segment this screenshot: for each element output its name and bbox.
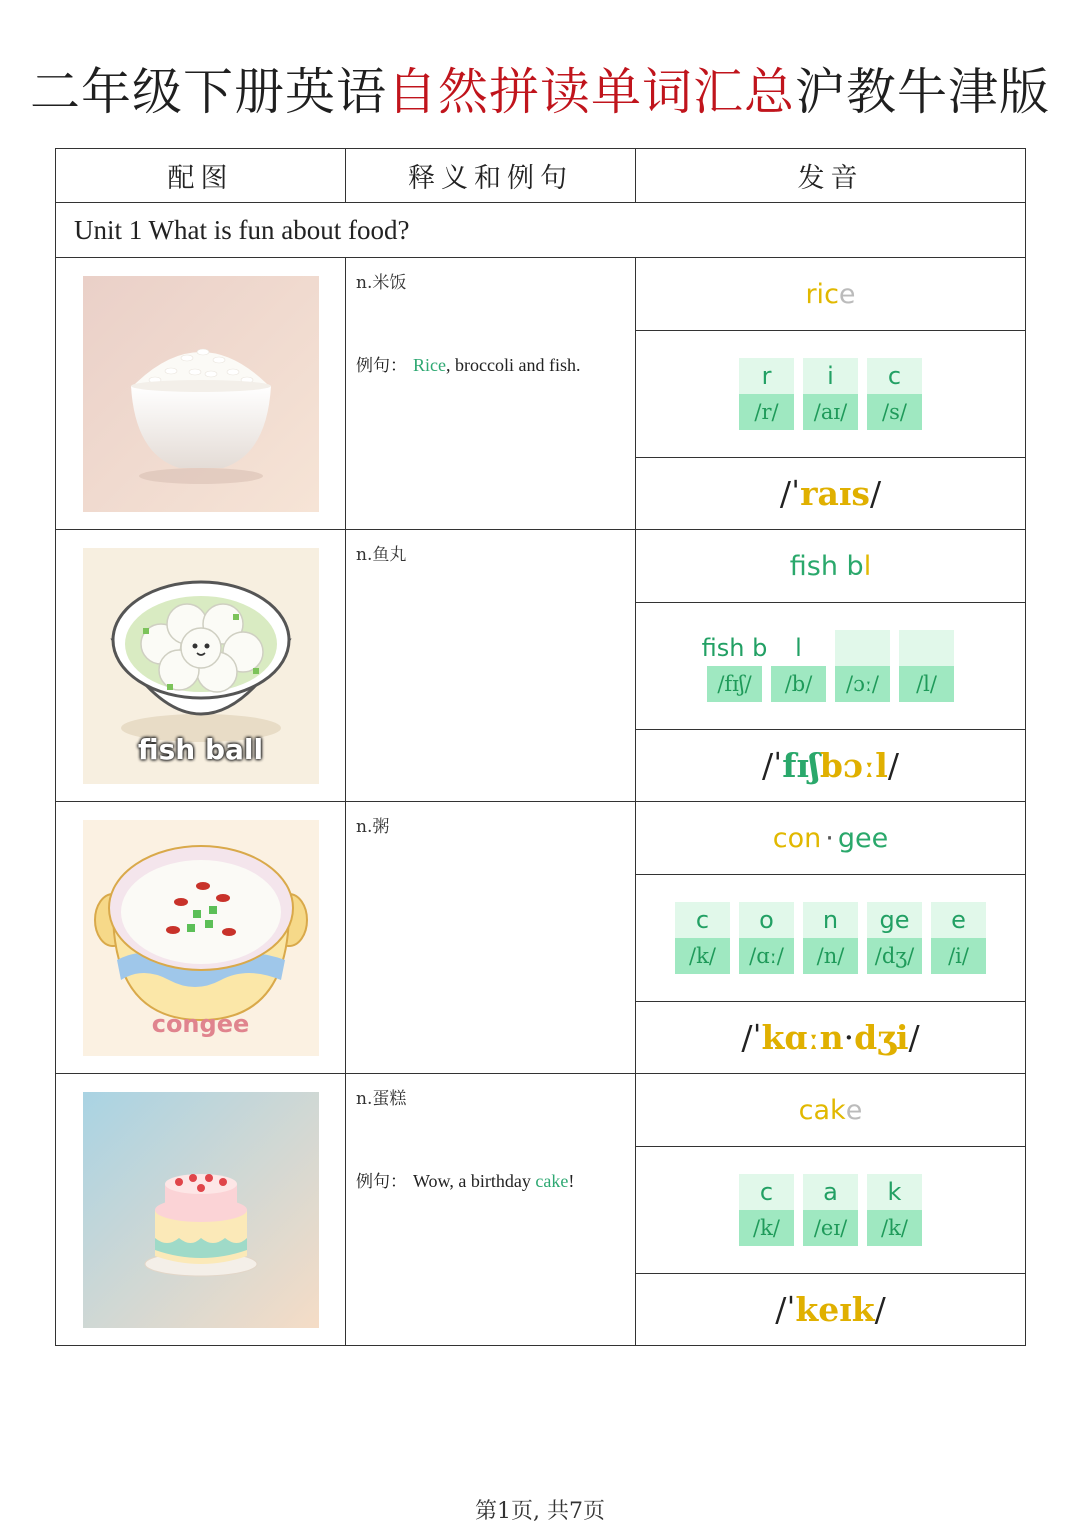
pronunciation-cell [636, 802, 1025, 1073]
example-keyword: Rice [413, 355, 446, 375]
phonics-tile [899, 630, 954, 702]
ipa-open: /ˈ [741, 1018, 762, 1057]
ipa-close: / [869, 474, 882, 513]
ipa-text: keɪk [795, 1290, 875, 1329]
example-rest: ! [568, 1171, 575, 1191]
phonics-tile [739, 358, 794, 430]
word-part: cak [798, 1094, 846, 1126]
tile-letter: l [771, 630, 826, 666]
tile-sound: /s/ [867, 394, 922, 430]
ipa-transcription [636, 458, 1025, 529]
rice-bowl-image [83, 276, 319, 512]
unit-title: Unit 1 What is fun about food? [74, 214, 410, 245]
tile-letter [835, 630, 890, 666]
tile-sound: /k/ [739, 1210, 794, 1246]
word-part: gee [837, 822, 889, 854]
meaning-cell [346, 802, 636, 1073]
tile-letter: c [675, 902, 730, 938]
silent-letter: e [838, 278, 856, 310]
header-pronunciation: 发音 [797, 163, 864, 194]
example-pre: Wow, a birthday [413, 1171, 536, 1191]
ipa-transcription [636, 1002, 1025, 1073]
phonics-tile [803, 1174, 858, 1246]
tile-sound: /i/ [931, 938, 986, 974]
example-sentence [356, 351, 625, 376]
pronunciation-cell [636, 258, 1025, 529]
tile-sound: /b/ [771, 666, 826, 702]
tile-letter: fish b [707, 630, 762, 666]
meaning-cell [346, 258, 636, 529]
phonics-tile [771, 630, 826, 702]
tile-sound: /r/ [739, 394, 794, 430]
tile-letter: a [803, 1174, 858, 1210]
word-spelling [636, 530, 1025, 603]
phonics-tile [739, 902, 794, 974]
pronunciation-cell [636, 1074, 1025, 1345]
example-label: 例句： [356, 1172, 407, 1192]
congee-image [83, 820, 319, 1056]
tile-letter: e [931, 902, 986, 938]
part-of-speech: n.鱼丸 [356, 545, 407, 565]
ipa-text: bɔːl [819, 746, 888, 785]
ipa-transcription [636, 730, 1025, 801]
fish-ball-image [83, 548, 319, 784]
tile-letter [899, 630, 954, 666]
image-caption: fish ball [137, 732, 264, 766]
phonics-tile [835, 630, 890, 702]
ipa-syllable-dot: · [843, 1018, 855, 1057]
tile-letter: c [739, 1174, 794, 1210]
tile-sound: /fɪʃ/ [707, 666, 762, 702]
title-part-1: 二年级下册英语 [30, 63, 387, 121]
phonics-tiles [636, 875, 1025, 1002]
tile-sound: /n/ [803, 938, 858, 974]
tile-letter: r [739, 358, 794, 394]
phonics-tiles [636, 1147, 1025, 1274]
image-cell [56, 530, 346, 801]
word-spelling [636, 1074, 1025, 1147]
ipa-open: /ˈ [762, 746, 783, 785]
word-spelling [636, 258, 1025, 331]
phonics-tiles [636, 603, 1025, 730]
tile-letter: o [739, 902, 794, 938]
tile-sound: /k/ [867, 1210, 922, 1246]
tile-letter: k [867, 1174, 922, 1210]
phonics-tile [867, 358, 922, 430]
phonics-tile [931, 902, 986, 974]
table-header-row [55, 148, 1026, 203]
tile-letter: c [867, 358, 922, 394]
tile-sound: /eɪ/ [803, 1210, 858, 1246]
example-rest: , broccoli and fish. [446, 355, 581, 375]
table-row [55, 802, 1026, 1074]
page-footer: 第1页, 共7页 [475, 1499, 605, 1524]
table-row [55, 530, 1026, 802]
ipa-transcription [636, 1274, 1025, 1345]
word-part: con [772, 822, 822, 854]
tile-letter: n [803, 902, 858, 938]
tile-sound: /l/ [899, 666, 954, 702]
word-part: c [824, 278, 839, 310]
phonics-tile [701, 630, 768, 702]
example-keyword: cake [535, 1171, 569, 1191]
page-title [0, 52, 1080, 124]
word-spelling [636, 802, 1025, 875]
image-cell [56, 802, 346, 1073]
ipa-close: / [874, 1290, 886, 1329]
vocabulary-table [55, 148, 1026, 1346]
title-part-2: 自然拼读单词汇总 [387, 63, 795, 121]
tile-sound: /k/ [675, 938, 730, 974]
phonics-tile [867, 902, 922, 974]
ipa-close: / [887, 746, 899, 785]
phonics-tile [867, 1174, 922, 1246]
ipa-close: / [908, 1018, 920, 1057]
phonics-tile [675, 902, 730, 974]
word-part: fish b [789, 550, 864, 582]
tile-sound: /ɔː/ [835, 666, 890, 702]
header-meaning: 释义和例句 [346, 149, 636, 202]
table-row [55, 258, 1026, 530]
tile-sound: /aɪ/ [803, 394, 858, 430]
tile-sound: /ɑː/ [739, 938, 794, 974]
phonics-tile [803, 902, 858, 974]
image-caption: congee [151, 1009, 250, 1038]
unit-row [55, 203, 1026, 258]
ipa-open: /ˈ [775, 1290, 796, 1329]
part-of-speech: n.粥 [356, 817, 390, 837]
phonics-tile [803, 358, 858, 430]
ipa-text-green: fɪʃ [782, 746, 820, 785]
birthday-cake-image [83, 1092, 319, 1328]
part-of-speech: n.蛋糕 [356, 1089, 407, 1109]
meaning-cell [346, 1074, 636, 1345]
tile-letter: ge [867, 902, 922, 938]
pronunciation-cell [636, 530, 1025, 801]
image-cell [56, 1074, 346, 1345]
ipa-text: raɪs [800, 474, 870, 513]
word-part: ri [805, 278, 825, 310]
tile-letter: i [803, 358, 858, 394]
tile-sound: /dʒ/ [867, 938, 922, 974]
part-of-speech: n.米饭 [356, 273, 407, 293]
phonics-tile [739, 1174, 794, 1246]
word-part: l [863, 550, 872, 582]
title-part-3: 沪教牛津版 [795, 63, 1050, 121]
image-cell [56, 258, 346, 529]
phonics-tiles [636, 331, 1025, 458]
ipa-text: kɑːn [761, 1018, 844, 1057]
meaning-cell [346, 530, 636, 801]
ipa-open: /ˈ [779, 474, 801, 513]
ipa-text: dʒi [854, 1018, 909, 1057]
syllable-dot: · [825, 822, 834, 854]
example-sentence [356, 1167, 625, 1192]
example-label: 例句： [356, 356, 407, 376]
table-row [55, 1074, 1026, 1346]
silent-letter: e [845, 1094, 863, 1126]
header-image: 配图 [56, 149, 346, 202]
